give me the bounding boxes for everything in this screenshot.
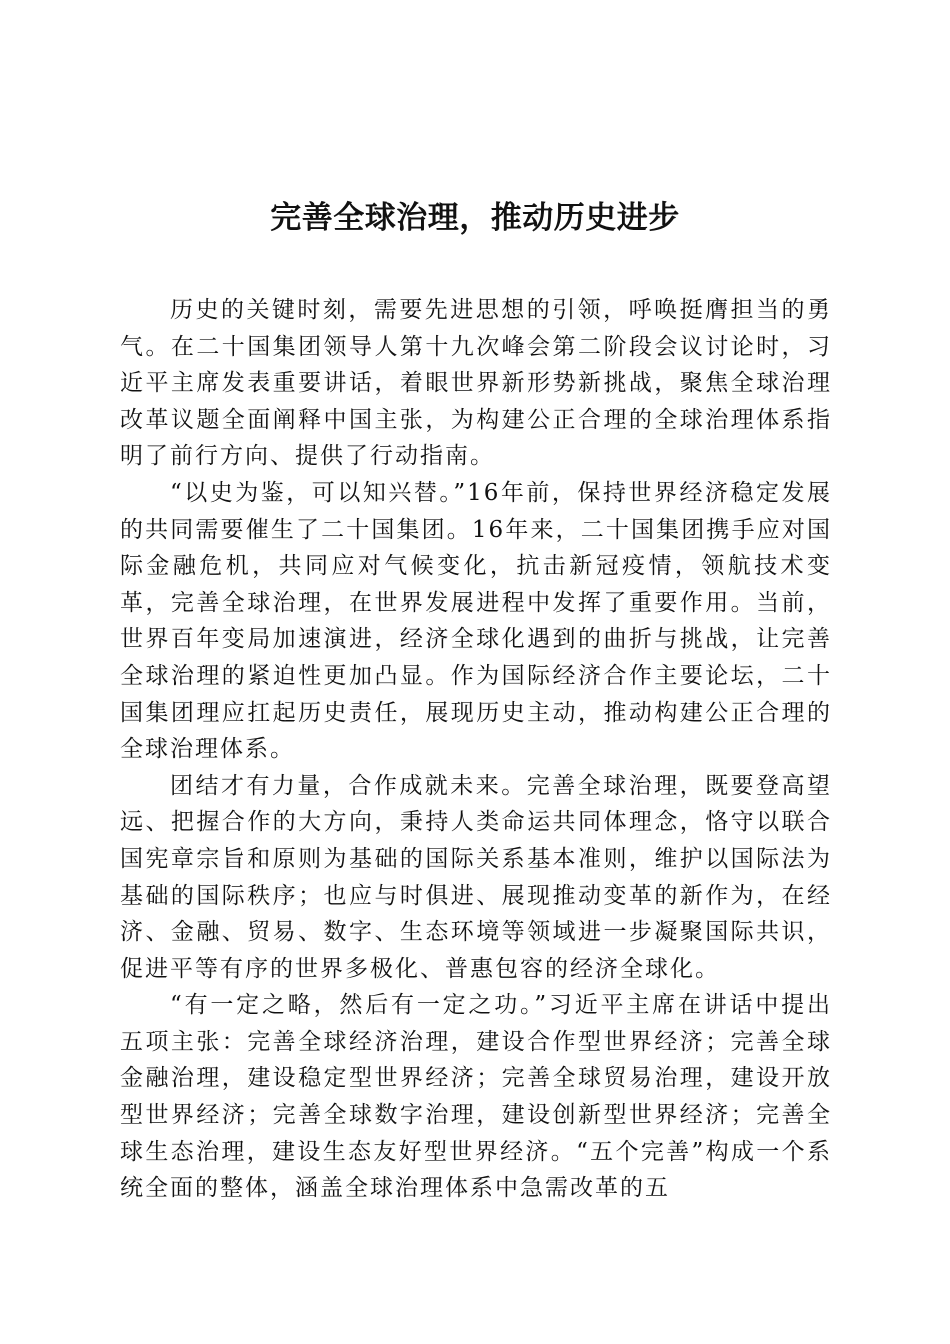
document-title: 完善全球治理，推动历史进步 <box>270 200 680 236</box>
paragraph-1: 历史的关键时刻，需要先进思想的引领，呼唤挺膺担当的勇气。在二十国集团领导人第十九次峰会第二阶段会议讨论时，习近平主席发表重要讲话，着眼世界新形势新挑战，聚焦全球治理改革议题全面阐释中国主张，为构建公正合理的全球治理体系指明了前行方向、提供了行动指南。 <box>120 297 832 470</box>
paragraph-3: 团结才有力量，合作成就未来。完善全球治理，既要登高望远、把握合作的大方向，秉持人类命运共同体理念，恪守以联合国宪章宗旨和原则为基础的国际关系基本准则，维护以国际法为基础的国际秩序；也应与时俱进、展现推动变革的新作为，在经济、金融、贸易、数字、生态环境等领域进一步凝聚国际共识，促进平等有序的世界多极化、普惠包容的经济全球化。 <box>120 772 832 982</box>
paragraph-4: “有一定之略，然后有一定之功。”习近平主席在讲话中提出五项主张：完善全球经济治理，建设合作型世界经济；完善全球金融治理，建设稳定型世界经济；完善全球贸易治理，建设开放型世界经济；完善全球数字治理，建设创新型世界经济；完善全球生态治理，建设生态友好型世界经济。“五个完善”构成一个系统全面的整体，涵盖全球治理体系中急需改革的五 <box>120 992 832 1202</box>
document-body <box>120 292 832 1207</box>
paragraph-2: “以史为鉴，可以知兴替。”16年前，保持世界经济稳定发展的共同需要催生了二十国集团。16年来，二十国集团携手应对国际金融危机，共同应对气候变化，抗击新冠疫情，领航技术变革，完善全球治理，在世界发展进程中发挥了重要作用。当前，世界百年变局加速演进，经济全球化遇到的曲折与挑战，让完善全球治理的紧迫性更加凸显。作为国际经济合作主要论坛，二十国集团理应扛起历史责任，展现历史主动，推动构建公正合理的全球治理体系。 <box>120 479 832 763</box>
